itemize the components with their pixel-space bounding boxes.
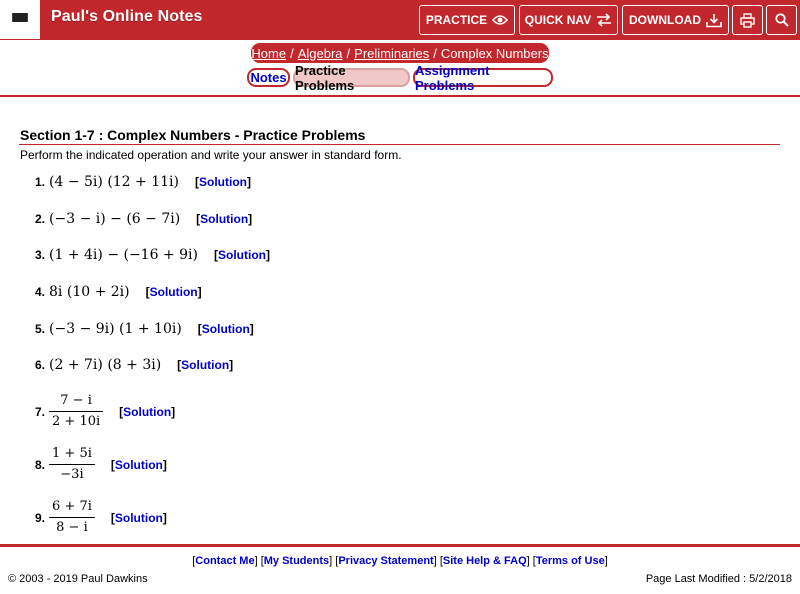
fraction-denominator: 2 + 10i bbox=[52, 414, 101, 429]
fraction-numerator: 1 + 5i bbox=[52, 446, 92, 461]
problem-expression: (−3 − i) − (6 − 7i) bbox=[49, 211, 181, 227]
solution-link[interactable]: Solution bbox=[201, 322, 250, 336]
solution-link-wrapper: [Solution] bbox=[110, 457, 167, 472]
site-title[interactable]: Paul's Online Notes bbox=[51, 8, 203, 25]
solution-link-wrapper: [Solution] bbox=[177, 358, 234, 372]
fraction-bar bbox=[49, 411, 103, 412]
breadcrumb-separator: / bbox=[433, 45, 437, 61]
problem-expression: (−3 − 9i) (1 + 10i) bbox=[49, 321, 182, 337]
problem-fraction bbox=[49, 446, 95, 483]
search-icon bbox=[775, 13, 789, 27]
problem-fraction bbox=[49, 393, 103, 430]
problem-number: 8. bbox=[35, 457, 46, 472]
download-icon bbox=[706, 13, 722, 28]
fraction-bar bbox=[49, 464, 95, 465]
swap-arrows-icon bbox=[596, 13, 612, 27]
problem-item bbox=[35, 357, 233, 373]
solution-link-wrapper: [Solution] bbox=[197, 322, 254, 336]
download-button-label: DOWNLOAD bbox=[629, 13, 701, 27]
menu-button[interactable] bbox=[0, 0, 40, 40]
problem-number: 3. bbox=[35, 248, 46, 262]
problem-item bbox=[35, 174, 251, 190]
solution-link-wrapper: [Solution] bbox=[110, 510, 167, 525]
last-modified-text: Page Last Modified : 5/2/2018 bbox=[645, 573, 792, 585]
footer-links: [Contact Me] [My Students] [Privacy Statement] [Site Help & FAQ] [Terms of Use] bbox=[192, 555, 608, 567]
copyright-text: © 2003 - 2019 Paul Dawkins bbox=[8, 573, 148, 585]
tab-notes[interactable]: Notes bbox=[247, 68, 290, 87]
problem-number: 1. bbox=[35, 175, 46, 189]
problem-item bbox=[35, 393, 175, 430]
breadcrumb-preliminaries-link[interactable]: Preliminaries bbox=[354, 45, 430, 61]
solution-link[interactable]: Solution bbox=[114, 510, 163, 525]
problem-expression: (1 + 4i) − (−16 + 9i) bbox=[49, 247, 198, 263]
solution-link-wrapper: [Solution] bbox=[213, 248, 270, 262]
solution-link-wrapper: [Solution] bbox=[119, 404, 176, 419]
problem-number: 7. bbox=[35, 404, 46, 419]
fraction-denominator: 8 − i bbox=[56, 520, 88, 535]
problem-expression: (4 − 5i) (12 + 11i) bbox=[49, 174, 179, 190]
problem-number: 9. bbox=[35, 510, 46, 525]
fraction-numerator: 7 − i bbox=[60, 393, 92, 408]
solution-link[interactable]: Solution bbox=[200, 212, 249, 226]
breadcrumb-home-link[interactable]: Home bbox=[251, 45, 287, 61]
solution-link[interactable]: Solution bbox=[217, 248, 266, 262]
practice-button[interactable] bbox=[419, 5, 515, 35]
solution-link[interactable]: Solution bbox=[149, 285, 198, 299]
breadcrumb bbox=[251, 43, 549, 63]
footer-link-help[interactable]: Site Help & FAQ bbox=[442, 555, 527, 567]
instructions: Perform the indicated operation and write your answer in standard form. bbox=[20, 148, 402, 162]
problem-item bbox=[35, 446, 167, 483]
section-title-rule bbox=[19, 144, 780, 145]
problem-expression: (2 + 7i) (8 + 3i) bbox=[49, 357, 162, 373]
footer-link-privacy[interactable]: Privacy Statement bbox=[338, 555, 434, 567]
quick-nav-button[interactable] bbox=[519, 5, 618, 35]
breadcrumb-current: Complex Numbers bbox=[440, 45, 549, 61]
header-divider bbox=[0, 95, 800, 97]
tab-practice-problems[interactable]: Practice Problems bbox=[293, 68, 410, 87]
solution-link[interactable]: Solution bbox=[114, 457, 163, 472]
footer-divider bbox=[0, 544, 800, 547]
solution-link[interactable]: Solution bbox=[123, 404, 172, 419]
search-button[interactable] bbox=[766, 5, 797, 35]
section-title: Section 1-7 : Complex Numbers - Practice Problems bbox=[20, 127, 366, 143]
problem-item bbox=[35, 284, 202, 300]
problem-number: 2. bbox=[35, 212, 46, 226]
solution-link-wrapper: [Solution] bbox=[196, 212, 253, 226]
menu-icon bbox=[12, 13, 28, 27]
problem-number: 5. bbox=[35, 322, 46, 336]
fraction-denominator: −3i bbox=[60, 467, 84, 482]
print-icon bbox=[740, 13, 755, 28]
problem-item bbox=[35, 211, 252, 227]
footer-link-contact[interactable]: Contact Me bbox=[195, 555, 255, 567]
problem-item bbox=[35, 321, 254, 337]
problem-fraction bbox=[49, 499, 95, 536]
solution-link[interactable]: Solution bbox=[181, 358, 230, 372]
breadcrumb-separator: / bbox=[290, 45, 294, 61]
fraction-bar bbox=[49, 517, 95, 518]
eye-icon bbox=[492, 14, 508, 26]
solution-link[interactable]: Solution bbox=[198, 175, 247, 189]
solution-link-wrapper: [Solution] bbox=[145, 285, 202, 299]
breadcrumb-algebra-link[interactable]: Algebra bbox=[297, 45, 343, 61]
solution-link-wrapper: [Solution] bbox=[194, 175, 251, 189]
fraction-numerator: 6 + 7i bbox=[52, 499, 92, 514]
footer-link-my-students[interactable]: My Students bbox=[263, 555, 330, 567]
problem-item bbox=[35, 499, 167, 536]
practice-button-label: PRACTICE bbox=[425, 13, 488, 27]
problem-item bbox=[35, 247, 270, 263]
quick-nav-button-label: QUICK NAV bbox=[524, 13, 592, 27]
download-button[interactable] bbox=[622, 5, 729, 35]
problem-number: 6. bbox=[35, 358, 46, 372]
problem-number: 4. bbox=[35, 285, 46, 299]
footer-link-terms[interactable]: Terms of Use bbox=[535, 555, 605, 567]
problem-expression: 8i (10 + 2i) bbox=[49, 284, 130, 300]
print-button[interactable] bbox=[732, 5, 763, 35]
breadcrumb-separator: / bbox=[346, 45, 351, 61]
tab-assignment-problems[interactable]: Assignment Problems bbox=[413, 68, 553, 87]
